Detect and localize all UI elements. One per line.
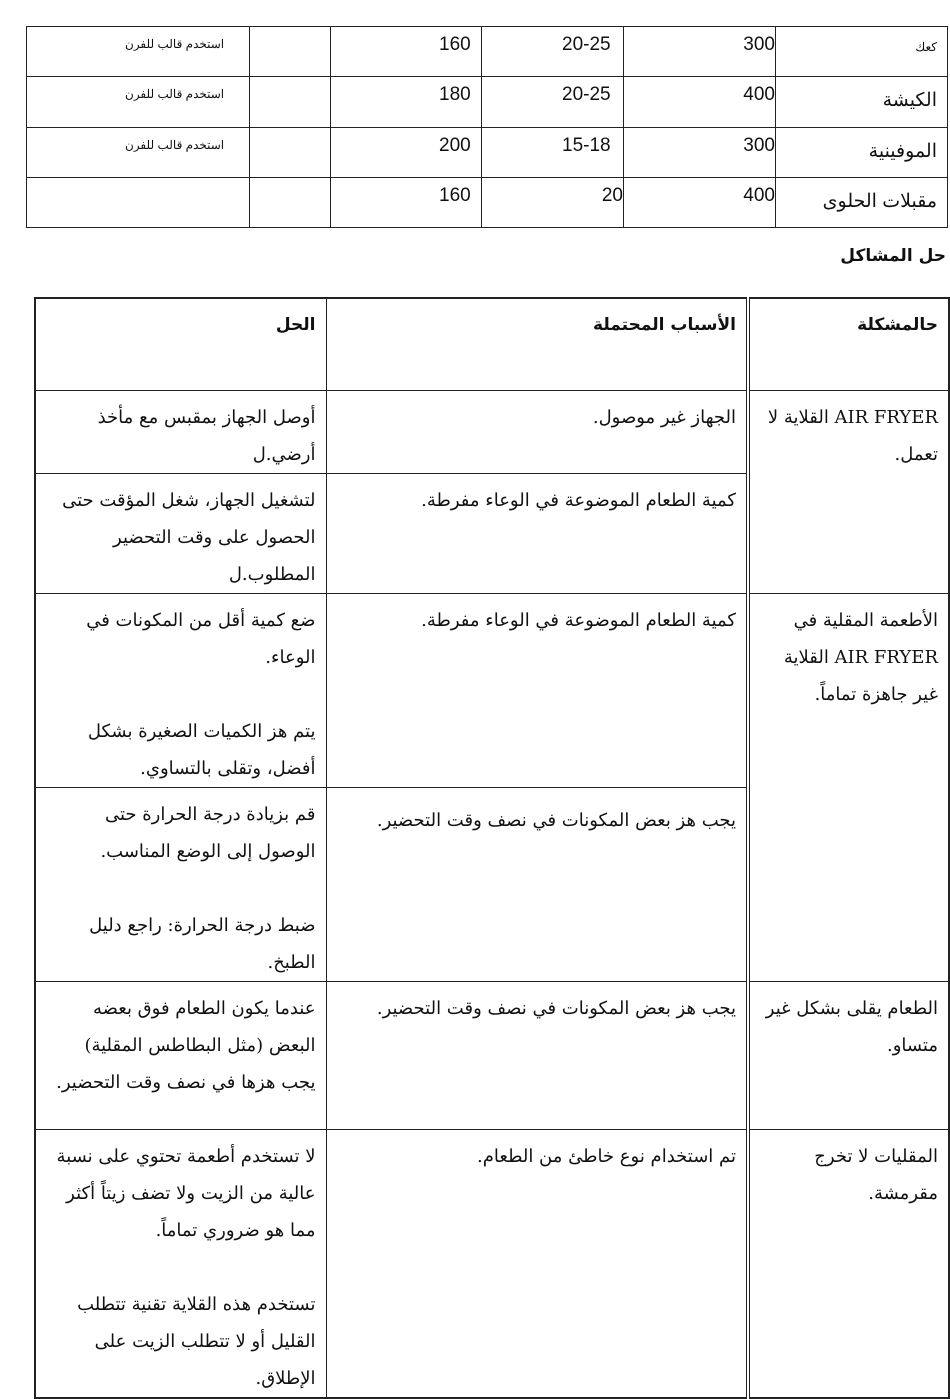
header-row: [35, 298, 949, 390]
solution-text: يتم هز الكميات الصغيرة بشكل أفضل، وتقلى بالتساوي.: [87, 720, 316, 779]
weight-value: 300: [624, 27, 776, 77]
food-name: الكيشة: [776, 77, 948, 127]
food-name: مقبلات الحلوى: [776, 177, 948, 227]
cause-cell: الجهاز غير موصول.: [326, 390, 748, 473]
food-name: الموفينية: [776, 127, 948, 177]
cause-cell: يجب هز بعض المكونات في نصف وقت التحضير.: [326, 787, 748, 981]
problem-cell: الأطعمة المقلية في AIR FRYER القلاية غير جاهزة تماماً.: [748, 593, 949, 981]
weight-value: 400: [624, 177, 776, 227]
solution-text: لتشغيل الجهاز، شغل المؤقت حتى الحصول على وقت التحضير المطلوب.ل: [62, 489, 316, 585]
solution-cell: [35, 593, 326, 787]
note-text: استخدم قالب للفرن: [27, 27, 250, 77]
problem-cell: الطعام يقلى بشكل غير متساو.: [748, 981, 949, 1129]
time-value: 20-25: [482, 77, 624, 127]
note-text: استخدم قالب للفرن: [27, 77, 250, 127]
solution-cell: [35, 787, 326, 981]
problem-cell: AIR FRYER القلاية لا تعمل.: [748, 390, 949, 593]
solution-cell: [35, 390, 326, 473]
section-heading: حل المشاكل: [840, 246, 946, 266]
temperature-value: 160: [331, 27, 482, 77]
empty-cell: [250, 177, 331, 227]
cause-cell: كمية الطعام الموضوعة في الوعاء مفرطة.: [326, 473, 748, 593]
weight-value: 300: [624, 127, 776, 177]
temperature-value: 180: [331, 77, 482, 127]
solution-cell: [35, 981, 326, 1129]
cause-cell: يجب هز بعض المكونات في نصف وقت التحضير.: [326, 981, 748, 1129]
food-name: كعك: [776, 27, 948, 77]
note-text: استخدم قالب للفرن: [27, 127, 250, 177]
temperature-value: 200: [331, 127, 482, 177]
solution-text: ضبط درجة الحرارة: راجع دليل الطبخ.: [89, 914, 316, 973]
cause-header: الأسباب المحتملة: [326, 298, 748, 390]
solution-text: ضع كمية أقل من المكونات في الوعاء.: [86, 609, 316, 668]
table-row: [27, 177, 948, 227]
empty-cell: [250, 27, 331, 77]
problem-header: حالمشكلة: [748, 298, 949, 390]
solution-cell: [35, 1129, 326, 1398]
time-value: 20-25: [482, 27, 624, 77]
weight-value: 400: [624, 77, 776, 127]
cause-cell: تم استخدام نوع خاطئ من الطعام.: [326, 1129, 748, 1398]
problem-cell: المقليات لا تخرج مقرمشة.: [748, 1129, 949, 1398]
empty-cell: [250, 77, 331, 127]
table-row: [35, 593, 949, 787]
table-row: [27, 127, 948, 177]
temperature-value: 160: [331, 177, 482, 227]
note-text: [27, 177, 250, 227]
solution-text: عندما يكون الطعام فوق بعضه البعض (مثل البطاطس المقلية) يجب هزها في نصف وقت التحضير.: [56, 997, 316, 1093]
solution-text: تستخدم هذه القلاية تقنية تتطلب القليل أو لا تتطلب الزيت على الإطلاق.: [77, 1293, 316, 1389]
table-row: [35, 1129, 949, 1398]
time-value: 15-18: [482, 127, 624, 177]
empty-cell: [250, 127, 331, 177]
table-row: [27, 27, 948, 77]
time-value: 20: [482, 177, 624, 227]
table-row: [35, 390, 949, 473]
table-row: [27, 77, 948, 127]
solution-cell: [35, 473, 326, 593]
cause-cell: كمية الطعام الموضوعة في الوعاء مفرطة.: [326, 593, 748, 787]
table-row: [35, 981, 949, 1129]
troubleshooting-table: [34, 297, 950, 1399]
solution-text: قم بزيادة درجة الحرارة حتى الوصول إلى الوضع المناسب.: [100, 803, 316, 862]
solution-header: الحل: [35, 298, 326, 390]
solution-text: لا تستخدم أطعمة تحتوي على نسبة عالية من الزيت ولا تضف زيتاً أكثر مما هو ضروري تماماً.: [56, 1145, 316, 1241]
cooking-table: [26, 26, 948, 228]
solution-text: أوصل الجهاز بمقبس مع مأخذ أرضي.ل: [97, 406, 316, 465]
